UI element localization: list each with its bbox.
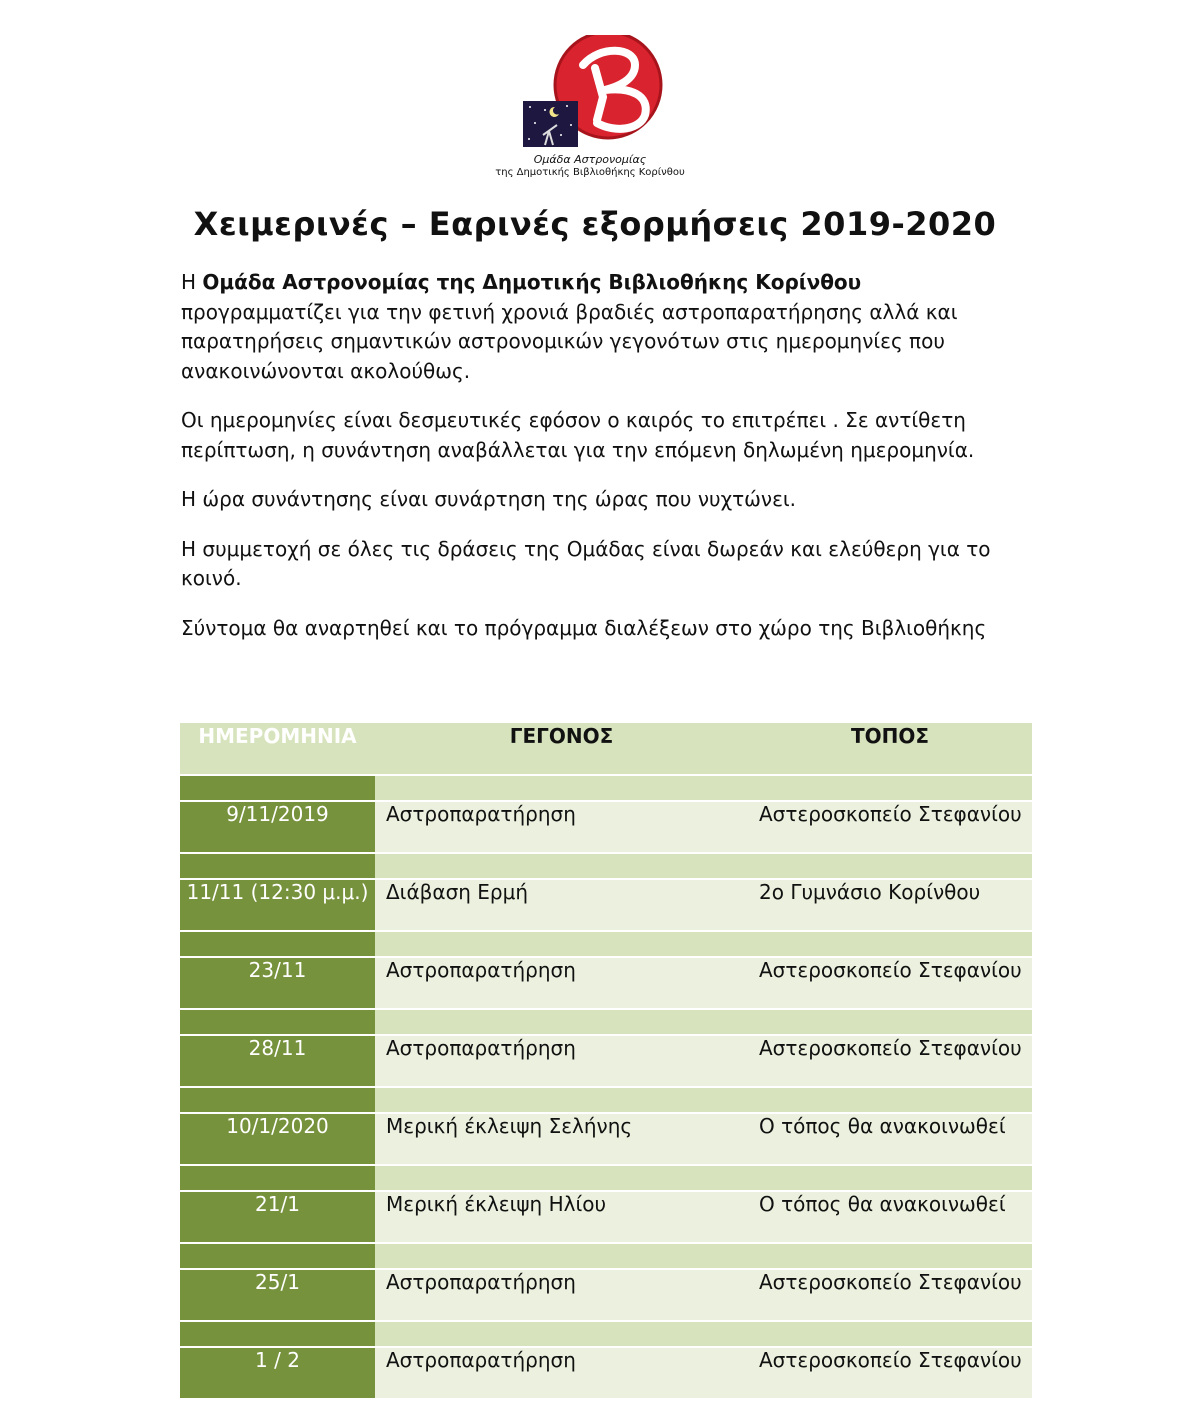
place-cell: 2ο Γυμνάσιο Κορίνθου [748, 879, 1032, 931]
spacer-cell [748, 1165, 1032, 1191]
date-cell: 25/1 [180, 1269, 375, 1321]
spacer-row [180, 1009, 1032, 1035]
spacer-cell [375, 775, 748, 801]
date-cell: 21/1 [180, 1191, 375, 1243]
spacer-row [180, 931, 1032, 957]
date-cell: 9/11/2019 [180, 801, 375, 853]
paragraph: Σύντομα θα αναρτηθεί και το πρόγραμμα διαλέξεων στο χώρο της Βιβλιοθήκης [181, 615, 987, 640]
date-cell: 11/11 (12:30 μ.μ.) [180, 879, 375, 931]
table-row [180, 1191, 1032, 1243]
spacer-cell [180, 853, 375, 879]
spacer-row [180, 853, 1032, 879]
event-cell: Μερική έκλειψη Ηλίου [375, 1191, 748, 1243]
date-cell: 10/1/2020 [180, 1113, 375, 1165]
place-cell: Ο τόπος θα ανακοινωθεί [748, 1113, 1032, 1165]
spacer-cell [375, 853, 748, 879]
place-cell: Αστεροσκοπείο Στεφανίου [748, 1347, 1032, 1398]
paragraph: Οι ημερομηνίες είναι δεσμευτικές εφόσον ο καιρός το επιτρέπει . Σε αντίθετη περίπτωση, η συνάντηση αναβάλλεται για την επόμενη δηλωμένη ημερομηνία. [181, 408, 975, 462]
spacer-cell [180, 775, 375, 801]
table-row [180, 1347, 1032, 1398]
event-cell: Αστροπαρατήρηση [375, 957, 748, 1009]
paragraph: Η συμμετοχή σε όλες τις δράσεις της Ομάδας είναι δωρεάν και ελεύθερη για το κοινό. [181, 536, 991, 590]
event-cell: Μερική έκλειψη Σελήνης [375, 1113, 748, 1165]
spacer-cell [375, 1243, 748, 1269]
table-row [180, 879, 1032, 931]
spacer-row [180, 1243, 1032, 1269]
place-cell: Ο τόπος θα ανακοινωθεί [748, 1191, 1032, 1243]
spacer-cell [180, 1165, 375, 1191]
logo-caption-line1: Ομάδα Αστρονομίας [533, 153, 647, 166]
spacer-cell [748, 775, 1032, 801]
spacer-cell [375, 931, 748, 957]
table-row [180, 1113, 1032, 1165]
logo-caption [490, 153, 690, 179]
spacer-cell [180, 1243, 375, 1269]
events-table [180, 723, 1032, 1398]
spacer-row [180, 1087, 1032, 1113]
event-cell: Αστροπαρατήρηση [375, 1035, 748, 1087]
table-row [180, 957, 1032, 1009]
header-date: ΗΜΕΡΟΜΗΝΙΑ [180, 723, 375, 775]
spacer-cell [375, 1087, 748, 1113]
header-event: ΓΕΓΟΝΟΣ [375, 723, 748, 775]
intro-prefix: Η [181, 270, 203, 294]
logo-caption-line2: της Δημοτικής Βιβλιοθήκης Κορίνθου [495, 167, 685, 178]
place-cell: Αστεροσκοπείο Στεφανίου [748, 1035, 1032, 1087]
date-cell: 28/11 [180, 1035, 375, 1087]
spacer-cell [748, 1243, 1032, 1269]
date-cell: 1 / 2 [180, 1347, 375, 1398]
spacer-cell [180, 931, 375, 957]
event-cell: Αστροπαρατήρηση [375, 801, 748, 853]
spacer-cell [375, 1321, 748, 1347]
page-title: Χειμερινές – Εαρινές εξορμήσεις 2019-2020 [193, 205, 997, 243]
spacer-cell [748, 931, 1032, 957]
spacer-cell [748, 1087, 1032, 1113]
event-cell: Αστροπαρατήρηση [375, 1269, 748, 1321]
table-row [180, 1269, 1032, 1321]
spacer-cell [180, 1321, 375, 1347]
event-cell: Διάβαση Ερμή [375, 879, 748, 931]
table-row [180, 1035, 1032, 1087]
spacer-cell [375, 1165, 748, 1191]
table-header-row [180, 723, 1032, 775]
spacer-row [180, 1321, 1032, 1347]
intro-bold: Ομάδα Αστρονομίας της Δημοτικής Βιβλιοθήκης Κορίνθου [202, 270, 862, 294]
spacer-cell [748, 1009, 1032, 1035]
spacer-cell [180, 1009, 375, 1035]
paragraph: Η ώρα συνάντησης είναι συνάρτηση της ώρας που νυχτώνει. [181, 487, 797, 511]
place-cell: Αστεροσκοπείο Στεφανίου [748, 801, 1032, 853]
table-row [180, 801, 1032, 853]
spacer-cell [375, 1009, 748, 1035]
spacer-cell [180, 1087, 375, 1113]
spacer-row [180, 775, 1032, 801]
document-body [181, 268, 1021, 663]
header-place: ΤΟΠΟΣ [748, 723, 1032, 775]
date-cell: 23/11 [180, 957, 375, 1009]
place-cell: Αστεροσκοπείο Στεφανίου [748, 957, 1032, 1009]
intro-rest: προγραμματίζει για την φετινή χρονιά βραδιές αστροπαρατήρησης αλλά και παρατηρήσεις σημαντικών αστρονομικών γεγονότων στις ημερομηνίες που ανακοινώνονται ακολούθως. [181, 299, 958, 383]
logo-emblem [505, 35, 685, 155]
spacer-cell [748, 853, 1032, 879]
place-cell: Αστεροσκοπείο Στεφανίου [748, 1269, 1032, 1321]
intro-paragraph [181, 268, 1021, 386]
spacer-row [180, 1165, 1032, 1191]
spacer-cell [748, 1321, 1032, 1347]
event-cell: Αστροπαρατήρηση [375, 1347, 748, 1398]
